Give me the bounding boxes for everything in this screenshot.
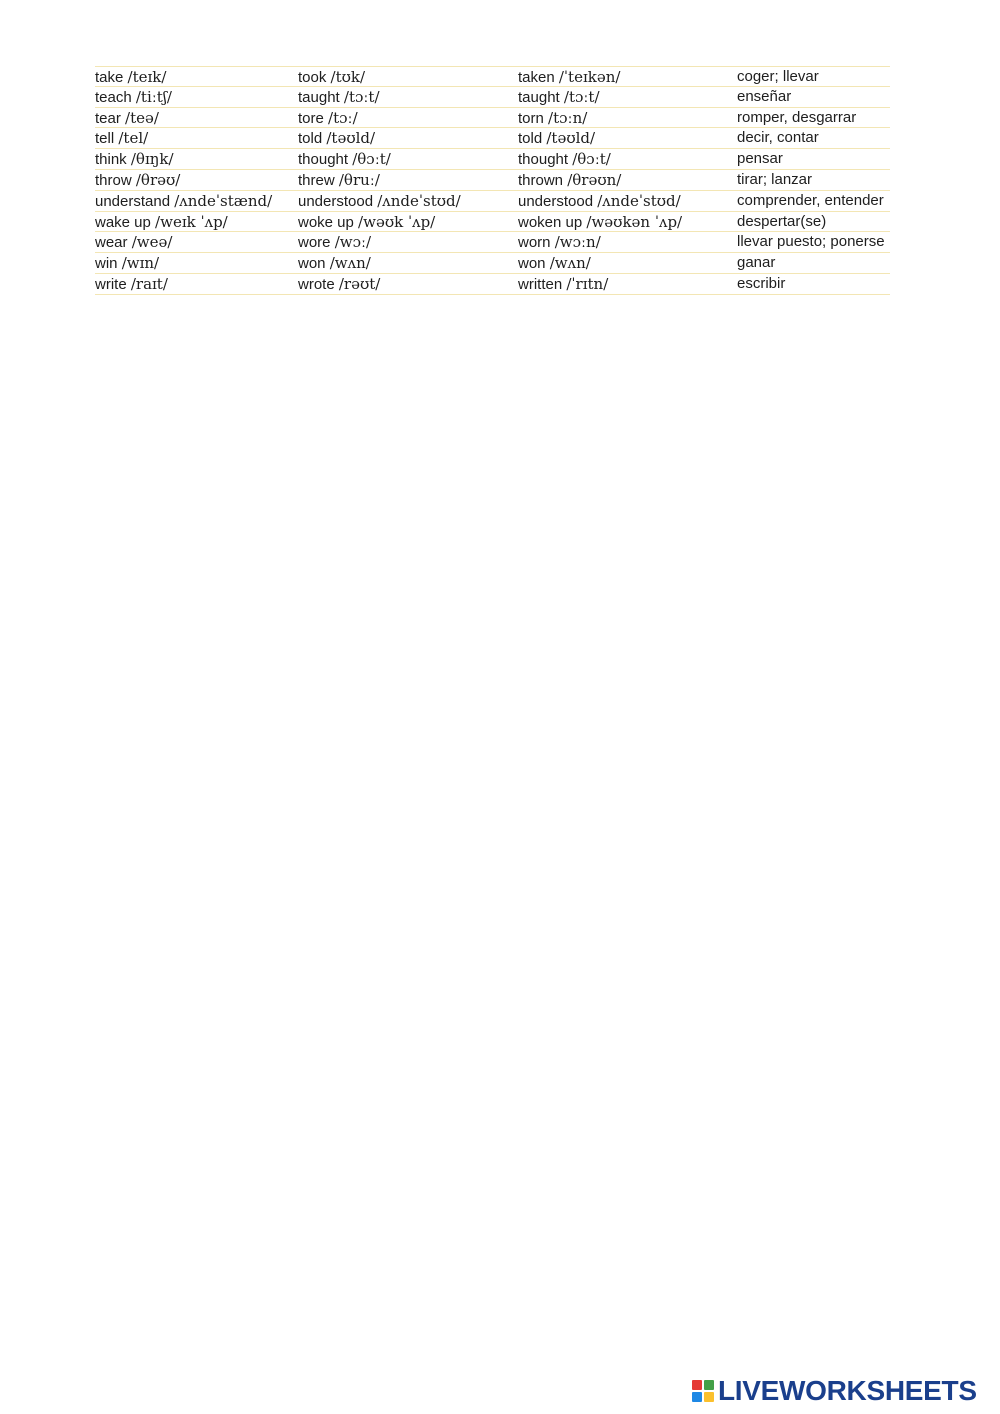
past-simple-cell [298, 109, 358, 128]
table-row [95, 170, 890, 191]
base-form-word: wear [95, 234, 128, 252]
base-form-word: understand [95, 192, 171, 210]
base-form-word: write [95, 275, 127, 293]
base-form-pronunciation: /tiːtʃ/ [135, 87, 172, 106]
past-simple-cell [298, 213, 435, 232]
past-simple-cell [298, 129, 375, 148]
base-form-word: win [95, 255, 118, 273]
past-simple-pronunciation: /tʊk/ [330, 68, 366, 86]
table-row [95, 232, 890, 253]
past-simple-word: threw [298, 171, 335, 189]
base-form-cell [95, 171, 180, 190]
translation-word: decir, contar [737, 129, 819, 147]
past-participle-pronunciation: /təʊld/ [546, 129, 596, 148]
translation-cell [737, 109, 856, 127]
translation-cell [737, 129, 819, 147]
base-form-pronunciation: /teɪk/ [127, 68, 167, 86]
translation-word: despertar(se) [737, 212, 827, 230]
table-row [95, 66, 890, 87]
base-form-word: teach [95, 88, 132, 106]
past-participle-cell [518, 233, 601, 252]
past-simple-word: wrote [298, 275, 335, 293]
translation-word: coger; llevar [737, 68, 819, 85]
base-form-pronunciation: /weɪk ˈʌp/ [155, 212, 228, 231]
irregular-verbs-table [95, 66, 890, 295]
logo-square [704, 1380, 714, 1390]
past-simple-word: told [298, 130, 323, 148]
base-form-word: take [95, 69, 124, 86]
base-form-pronunciation: /weə/ [131, 233, 173, 252]
logo-square [692, 1392, 702, 1402]
past-participle-word: taught [518, 88, 560, 106]
base-form-cell [95, 68, 166, 87]
translation-cell [737, 68, 819, 86]
past-participle-cell [518, 213, 682, 232]
past-participle-word: won [518, 255, 546, 273]
past-participle-pronunciation: /tɔːt/ [563, 87, 600, 106]
past-participle-word: told [518, 130, 543, 148]
table-row [95, 149, 890, 170]
past-simple-pronunciation: /təʊld/ [326, 129, 376, 148]
base-form-cell [95, 254, 159, 273]
past-participle-pronunciation: /ˈteɪkən/ [558, 68, 621, 86]
past-simple-cell [298, 150, 391, 169]
translation-cell [737, 254, 775, 272]
translation-cell [737, 171, 812, 189]
base-form-word: think [95, 151, 127, 169]
past-simple-word: won [298, 255, 326, 273]
translation-word: romper, desgarrar [737, 108, 857, 126]
past-simple-pronunciation: /tɔːt/ [343, 87, 380, 106]
base-form-pronunciation: /θrəʊ/ [135, 170, 181, 189]
base-form-word: tell [95, 130, 115, 148]
past-simple-cell [298, 233, 371, 252]
past-simple-pronunciation: /tɔː/ [328, 108, 358, 127]
past-simple-cell [298, 171, 380, 190]
table-row [95, 274, 890, 295]
base-form-cell [95, 213, 228, 232]
base-form-cell [95, 150, 174, 169]
translation-cell [737, 213, 826, 231]
past-participle-pronunciation: /wəʊkən ˈʌp/ [586, 212, 683, 231]
past-participle-pronunciation: /wɔːn/ [554, 233, 601, 252]
table-row [95, 128, 890, 149]
base-form-word: tear [95, 109, 121, 127]
past-simple-cell [298, 254, 371, 273]
past-simple-pronunciation: /ʌndeˈstʊd/ [377, 191, 461, 210]
past-simple-pronunciation: /rəʊt/ [338, 274, 381, 293]
past-simple-word: understood [298, 192, 374, 210]
past-simple-pronunciation: /θɔːt/ [352, 150, 391, 169]
table-row [95, 108, 890, 129]
past-simple-pronunciation: /wɔː/ [334, 233, 372, 252]
past-participle-pronunciation: /ˈrɪtn/ [566, 274, 609, 293]
past-participle-cell [518, 109, 587, 128]
past-simple-word: thought [298, 151, 349, 169]
past-participle-cell [518, 254, 591, 273]
translation-word: pensar [737, 150, 783, 168]
translation-cell [737, 88, 791, 106]
past-participle-word: taken [518, 69, 555, 86]
past-participle-word: torn [518, 109, 544, 127]
table-row [95, 253, 890, 274]
past-participle-word: thrown [518, 171, 564, 189]
logo-square [704, 1392, 714, 1402]
past-simple-word: wore [298, 234, 331, 252]
past-participle-pronunciation: /tɔːn/ [548, 108, 588, 127]
base-form-pronunciation: /teə/ [125, 108, 159, 127]
past-participle-word: worn [518, 234, 551, 252]
logo-square [692, 1380, 702, 1390]
base-form-pronunciation: /θɪŋk/ [130, 150, 174, 169]
translation-word: enseñar [737, 87, 792, 105]
base-form-pronunciation: /tel/ [118, 129, 149, 148]
base-form-pronunciation: /wɪn/ [121, 254, 160, 273]
past-simple-cell [298, 68, 365, 87]
translation-word: escribir [737, 274, 786, 292]
past-participle-cell [518, 275, 608, 294]
translation-cell [737, 150, 783, 168]
translation-cell [737, 233, 885, 251]
translation-word: tirar; lanzar [737, 170, 813, 188]
past-participle-cell [518, 192, 681, 211]
past-participle-cell [518, 68, 620, 87]
past-simple-word: tore [298, 109, 324, 127]
past-participle-word: woken up [518, 213, 583, 231]
past-participle-cell [518, 171, 621, 190]
base-form-cell [95, 192, 272, 211]
translation-word: ganar [737, 254, 776, 272]
past-participle-word: understood [518, 192, 594, 210]
past-participle-pronunciation: /θrəʊn/ [567, 170, 622, 189]
liveworksheets-logo-icon [692, 1380, 714, 1402]
table-row [95, 191, 890, 212]
logo-text: LIVEWORKSHEETS [718, 1375, 977, 1406]
past-simple-word: took [298, 69, 327, 86]
translation-cell [737, 275, 785, 293]
translation-word: llevar puesto; ponerse [737, 233, 885, 251]
past-participle-pronunciation: /ʌndeˈstʊd/ [597, 191, 681, 210]
past-simple-pronunciation: /wʌn/ [329, 254, 371, 273]
base-form-word: wake up [95, 213, 151, 231]
past-simple-word: woke up [298, 213, 354, 231]
base-form-word: throw [95, 171, 132, 189]
base-form-pronunciation: /ʌndeˈstænd/ [174, 191, 273, 210]
table-row [95, 87, 890, 108]
past-participle-word: written [518, 275, 563, 293]
past-simple-cell [298, 192, 461, 211]
base-form-cell [95, 129, 148, 148]
past-simple-cell [298, 275, 380, 294]
base-form-pronunciation: /raɪt/ [130, 274, 168, 293]
past-participle-pronunciation: /wʌn/ [549, 254, 591, 273]
liveworksheets-logo [692, 1376, 977, 1406]
past-participle-word: thought [518, 151, 569, 169]
past-participle-pronunciation: /θɔːt/ [572, 150, 611, 169]
translation-cell [737, 192, 884, 210]
base-form-cell [95, 275, 168, 294]
past-participle-cell [518, 129, 595, 148]
base-form-cell [95, 109, 159, 128]
past-participle-cell [518, 88, 600, 107]
past-participle-cell [518, 150, 611, 169]
table-row [95, 212, 890, 233]
past-simple-pronunciation: /wəʊk ˈʌp/ [358, 212, 436, 231]
translation-word: comprender, entender [737, 191, 884, 209]
base-form-cell [95, 233, 172, 252]
base-form-cell [95, 88, 172, 107]
past-simple-word: taught [298, 88, 340, 106]
past-simple-pronunciation: /θruː/ [338, 170, 380, 189]
past-simple-cell [298, 88, 380, 107]
